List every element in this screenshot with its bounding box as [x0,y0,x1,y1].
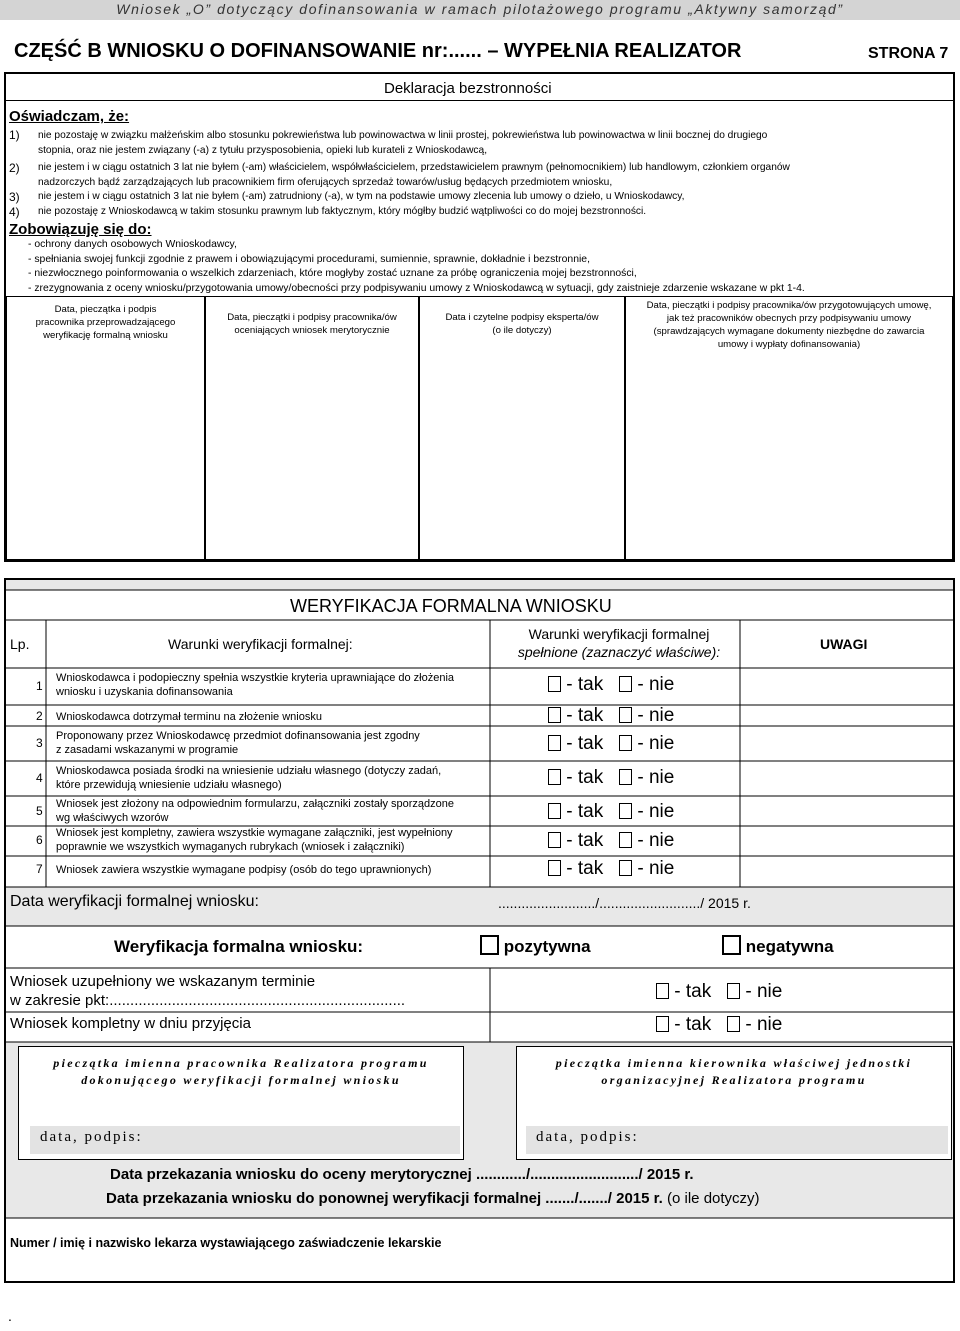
row-number: 6 [36,833,43,847]
supplement-options[interactable] [656,981,782,1003]
option-no-label: - nie [740,1014,783,1035]
option-yes-label: - tak [561,858,604,879]
column-header-lp: Lp. [10,636,30,652]
signature-caption: (o ile dotyczy) [492,325,552,336]
checkbox-yes[interactable] [548,707,561,723]
doctor-label: Numer / imię i nazwisko lekarza wystawiającego zaświadczenie lekarskie [10,1236,442,1250]
checkbox-yes[interactable] [548,803,561,819]
signature-caption: oceniających wniosek merytorycznie [234,325,390,336]
checkbox-yes[interactable] [548,860,561,876]
row-condition: wniosku i uzyskania dofinansowania [56,686,233,698]
item-line: nie pozostaję w związku małżeńskim albo stosunku pokrewieństwa lub powinowactwa w linii prostej, pokrewieństwa lub powinowactwa w linii bocznej do drugiego [38,130,768,141]
row-condition: wg właściwych wzorów [56,812,169,824]
signature-caption: Data, pieczątki i podpisy pracownika/ów [227,312,397,323]
item-line: nadzorczych bądź zarządzających lub pracownikiem firm oferujących sprzedaż towarów/usług będących przedmiotem wniosku, [38,177,613,188]
result-negative[interactable] [722,935,834,957]
row-condition: Wnioskodawca dotrzymał terminu na złożenie wniosku [56,711,322,723]
checkbox-no[interactable] [619,832,632,848]
transfer-reverification-label: Data przekazania wniosku do ponownej weryfikacji formalnej ......./......./ 2015 r. [106,1190,663,1207]
option-no-label: - nie [632,767,675,788]
supplement-label: Wniosek uzupełniony we wskazanym terminie [10,973,316,990]
obligation-item: - niezwłocznego poinformowania o wszelkich zdarzeniach, które mogłyby zostać uznane za próbę ograniczenia mojej bezstronności, [28,268,637,279]
row-options[interactable] [548,733,674,755]
item-number: 3) [9,190,20,204]
transfer-merit-date: Data przekazania wniosku do oceny merytorycznej ............/........................../ 2015 r. [110,1166,694,1183]
item-number: 4) [9,205,20,219]
checkbox-positive[interactable] [480,935,499,955]
option-yes-label: - tak [669,1014,712,1035]
option-no-label: - nie [632,674,675,695]
option-no-label: - nie [740,981,783,1002]
item-line: nie jestem i w ciągu ostatnich 3 lat nie byłem (-am) zatrudniony (-a), w tym na podstawie umowy zlecenia lub umowy o dzieło, u Wnioskodawcy, [38,191,685,202]
date-sign-label: data, podpis: [40,1129,143,1145]
signature-caption: (sprawdzających wymagane dokumenty niezbędne do zawarcia [653,326,925,337]
checkbox-yes[interactable] [548,832,561,848]
checkbox-no[interactable] [619,860,632,876]
option-yes-label: - tak [561,830,604,851]
checkbox-no[interactable] [619,676,632,692]
supplement-points[interactable]: w zakresie pkt:....................................................................... [10,992,406,1009]
item-number: 1) [9,128,20,142]
verification-date-label: Data weryfikacji formalnej wniosku: [10,893,259,910]
complete-label: Wniosek kompletny w dniu przyjęcia [10,1015,251,1032]
negative-label: negatywna [745,937,834,956]
option-no-label: - nie [632,705,675,726]
row-number: 2 [36,709,43,723]
stamp-caption: organizacyjnej Realizatora programu [601,1073,867,1087]
transfer-reverification-date [106,1190,760,1207]
checkbox-no[interactable] [727,1016,740,1032]
item-number: 2) [9,161,20,175]
item-line: nie jestem i w ciągu ostatnich 3 lat nie byłem (-am) właścicielem, współwłaścicielem, przedstawicielem prawnym (pełnomocnikiem) lub handlowym, członkiem organów [38,162,790,173]
option-yes-label: - tak [561,733,604,754]
stamp-caption: pieczątka imienna kierownika właściwej jednostki [555,1056,913,1070]
date-sign-label: data, podpis: [536,1129,639,1145]
row-condition: Wnioskodawca i podopieczny spełnia wszystkie kryteria uprawniające do złożenia [56,672,455,684]
option-yes-label: - tak [669,981,712,1002]
obligation-item: - zrezygnowania z oceny wniosku/przygotowania umowy/obecności przy podpisywaniu umowy z Wnioskodawcą w sytuacji, gdy zaistnieje zdarzenie wskazane w pkt 1-4. [28,283,805,294]
option-no-label: - nie [632,858,675,879]
row-condition: Wniosek zawiera wszystkie wymagane podpisy (osób do tego uprawnionych) [56,864,432,876]
verification-date-field[interactable]: ........................./........................../ 2015 r. [498,895,751,911]
checkbox-no[interactable] [619,735,632,751]
row-number: 3 [36,736,43,750]
signature-caption: jak też pracowników obecnych przy podpisywaniu umowy [666,313,912,324]
result-label: Weryfikacja formalna wniosku: [114,937,364,956]
checkbox-no[interactable] [727,983,740,999]
option-yes-label: - tak [561,705,604,726]
row-number: 4 [36,771,43,785]
item-line: stopnia, oraz nie jestem związany (-a) z tytułu przysposobienia, opieki lub kurateli z Wnioskodawcą, [38,145,488,156]
stamp-caption: pieczątka imienna pracownika Realizatora programu [53,1056,429,1070]
row-condition: Wnioskodawca posiada środki na wniesienie udziału własnego (dotyczy zadań, [56,765,442,777]
row-condition: Proponowany przez Wnioskodawcę przedmiot dofinansowania jest zgodny [56,730,420,742]
statement-heading: Oświadczam, że: [9,108,130,125]
stamp-caption: dokonującego weryfikacji formalnej wniosku [81,1073,401,1087]
column-header-met-hint: spełnione (zaznaczyć właściwe): [517,644,721,660]
option-yes-label: - tak [561,674,604,695]
obligation-item: - spełniania swojej funkcji zgodnie z prawem i obowiązującymi procedurami, sumiennie, sprawnie, dokładnie i bezstronnie, [28,254,590,265]
row-options[interactable] [548,858,674,880]
checkbox-yes[interactable] [656,983,669,999]
option-no-label: - nie [632,830,675,851]
signature-caption: umowy i wypłaty dofinansowania) [717,339,861,350]
signature-caption: Data, pieczątka i podpis [54,304,157,315]
row-condition: Wniosek jest złożony na odpowiednim formularzu, załączniki zostały sporządzone [56,798,455,810]
row-number: 5 [36,804,43,818]
obligation-heading: Zobowiązuję się do: [9,221,152,238]
option-no-label: - nie [632,733,675,754]
transfer-note: (o ile dotyczy) [662,1190,760,1207]
positive-label: pozytywna [503,937,591,956]
item-line: nie pozostaję z Wnioskodawcą w takim stosunku prawnym lub faktycznym, który mógłby budzić wątpliwości co do mojej bezstronności. [38,206,647,217]
row-number: 1 [36,679,43,693]
document-header: Wniosek „O” dotyczący dofinansowania w ramach pilotażowego programu „Aktywny samorząd” [0,0,960,20]
checkbox-yes[interactable] [548,769,561,785]
column-header-met: Warunki weryfikacji formalnej [528,626,710,642]
checkbox-yes[interactable] [656,1016,669,1032]
obligation-item: - ochrony danych osobowych Wnioskodawcy, [28,239,237,250]
row-options[interactable] [548,801,674,823]
row-number: 7 [36,862,43,876]
result-positive[interactable] [480,935,591,957]
option-yes-label: - tak [561,767,604,788]
checkbox-no[interactable] [619,769,632,785]
row-condition: poprawnie we wszystkich wymaganych rubrykach (wniosek i załączniki) [56,841,405,853]
complete-options[interactable] [656,1014,782,1036]
footer-dot: . [8,1308,12,1324]
part-title: CZĘŚĆ B WNIOSKU O DOFINANSOWANIE nr:...... – WYPEŁNIA REALIZATOR [14,40,742,62]
row-condition: Wniosek jest kompletny, zawiera wszystkie wymagane załączniki, jest wypełniony [56,827,453,839]
row-options[interactable] [548,674,674,696]
checkbox-no[interactable] [619,803,632,819]
verification-title: WERYFIKACJA FORMALNA WNIOSKU [290,596,612,616]
checkbox-yes[interactable] [548,676,561,692]
checkbox-no[interactable] [619,707,632,723]
checkbox-negative[interactable] [722,935,741,955]
row-options[interactable] [548,830,674,852]
row-condition: które przewidują wniesienie udziału własnego) [56,779,282,791]
page-number: STRONA 7 [868,45,949,62]
column-header-conditions: Warunki weryfikacji formalnej: [168,636,353,652]
row-condition: z zasadami wskazanymi w programie [56,744,239,756]
declaration-title: Deklaracja bezstronności [384,80,552,97]
row-options[interactable] [548,705,674,727]
checkbox-yes[interactable] [548,735,561,751]
option-yes-label: - tak [561,801,604,822]
option-no-label: - nie [632,801,675,822]
column-header-notes: UWAGI [820,636,868,652]
signature-caption: pracownika przeprowadzającego [35,317,176,328]
signature-caption: weryfikację formalną wniosku [43,330,168,341]
signature-caption: Data, pieczątki i podpisy pracownika/ów przygotowujących umowę, [646,300,932,311]
signature-caption: Data i czytelne podpisy eksperta/ów [445,312,599,323]
row-options[interactable] [548,767,674,789]
